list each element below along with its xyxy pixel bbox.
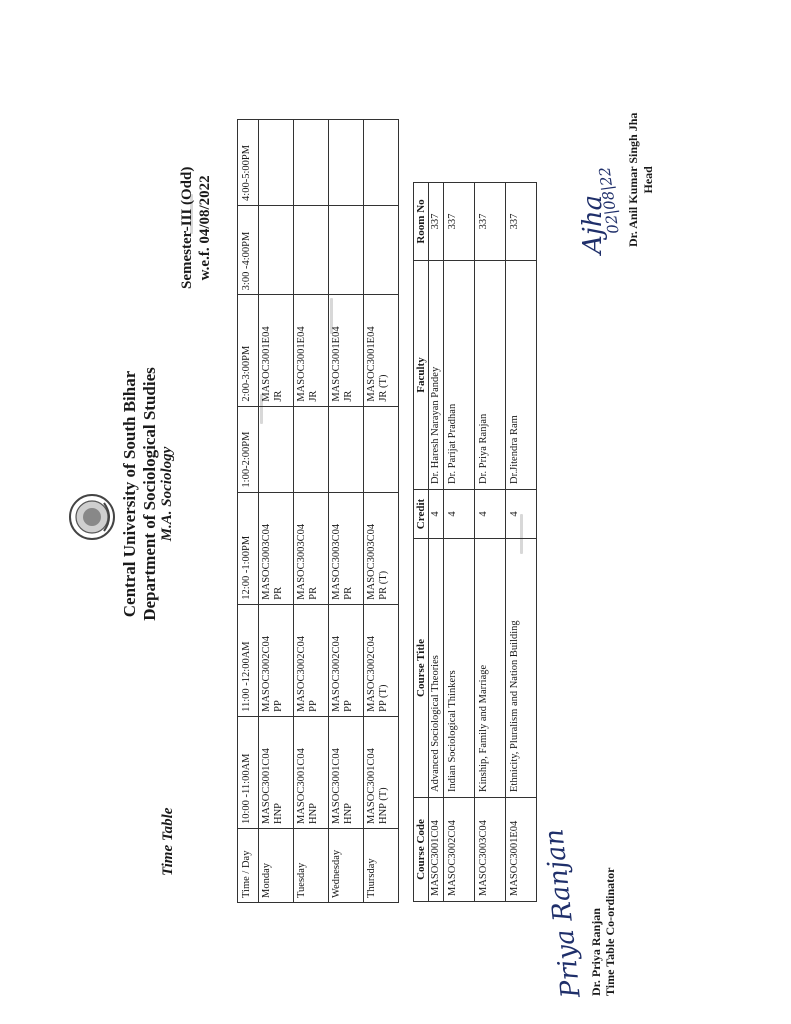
day-cell: Wednesday xyxy=(329,829,364,903)
head-role: Head xyxy=(641,166,655,194)
slot-cell: MASOC3003C04 PR xyxy=(329,492,364,604)
slot-cell: MASOC3001C04 HNP (T) xyxy=(364,716,399,828)
weekly-timetable xyxy=(237,119,399,903)
title-block xyxy=(120,344,176,644)
timetable-header-cell: 3:00 -4:00PM xyxy=(238,205,259,294)
slot-cell: MASOC3002C04 PP (T) xyxy=(364,604,399,716)
timetable-header-cell: 12:00 -1:00PM xyxy=(238,492,259,604)
slot-cell: MASOC3002C04 PP xyxy=(329,604,364,716)
timetable-header-cell: 10:00 -11:00AM xyxy=(238,716,259,828)
slot-cell: MASOC3001E04 JR (T) xyxy=(364,295,399,406)
timetable-row xyxy=(364,120,399,903)
slot-cell xyxy=(294,205,329,294)
timetable-header-row xyxy=(238,120,259,903)
course-header-cell: Room No xyxy=(414,183,429,261)
slot-cell xyxy=(364,120,399,206)
slot-cell: MASOC3001C04 HNP xyxy=(294,716,329,828)
course-faculty: Dr. Parijat Pradhan xyxy=(444,261,475,490)
department-name: Department of Sociological Studies xyxy=(139,367,159,621)
slot-cell xyxy=(329,120,364,206)
course-details-table xyxy=(413,182,537,902)
wef-date: w.e.f. 04/08/2022 xyxy=(197,175,213,281)
slot-cell: MASOC3003C04 PR xyxy=(294,492,329,604)
course-code: MASOC3003C04 xyxy=(475,798,506,902)
semester-info xyxy=(178,167,214,289)
university-name: Central University of South Bihar xyxy=(120,370,139,618)
course-credit: 4 xyxy=(429,490,444,539)
course-header-row xyxy=(414,183,429,902)
course-room: 337 xyxy=(429,183,444,261)
slot-cell: MASOC3003C04 PR xyxy=(259,492,294,604)
slot-cell xyxy=(364,205,399,294)
semester-label: Semester-III (Odd) xyxy=(179,166,195,289)
course-code: MASOC3001C04 xyxy=(429,798,444,902)
slot-cell: MASOC3001C04 HNP xyxy=(259,716,294,828)
head-name: Dr. Anil Kumar Singh Jha xyxy=(626,112,640,247)
course-code: MASOC3001E04 xyxy=(506,798,537,902)
slot-cell xyxy=(259,205,294,294)
program-name: M.A. Sociology xyxy=(159,446,176,542)
university-logo-icon xyxy=(68,493,116,541)
slot-cell xyxy=(259,406,294,492)
timetable-header-cell: 4:00-5:00PM xyxy=(238,120,259,206)
course-header-cell: Course Title xyxy=(414,539,429,798)
timetable-row xyxy=(259,120,294,903)
course-header-cell: Course Code xyxy=(414,798,429,902)
slot-cell: MASOC3001E04 JR xyxy=(294,295,329,406)
course-room: 337 xyxy=(475,183,506,261)
course-room: 337 xyxy=(506,183,537,261)
course-title: Advanced Sociological Theories xyxy=(429,539,444,798)
slot-cell: MASOC3001E04 JR xyxy=(259,295,294,406)
timetable-row xyxy=(294,120,329,903)
day-cell: Monday xyxy=(259,829,294,903)
course-credit: 4 xyxy=(506,490,537,539)
slot-cell xyxy=(294,120,329,206)
time-table-label: Time Table xyxy=(160,807,176,876)
course-faculty: Dr. Haresh Narayan Pandey xyxy=(429,261,444,490)
slot-cell: MASOC3001C04 HNP xyxy=(329,716,364,828)
head-signature-date: 02|08|22 xyxy=(595,165,623,235)
day-cell: Thursday xyxy=(364,829,399,903)
coordinator-block xyxy=(590,868,618,996)
timetable-header-cell: 1:00-2:00PM xyxy=(238,406,259,492)
slot-cell xyxy=(294,406,329,492)
course-title: Indian Sociological Thinkers xyxy=(444,539,475,798)
coordinator-role: Time Table Co-ordinator xyxy=(602,867,617,996)
course-title: Kinship, Family and Marriage xyxy=(475,539,506,798)
timetable-header-cell: Time / Day xyxy=(238,829,259,903)
course-header-cell: Faculty xyxy=(414,261,429,490)
course-row xyxy=(475,183,506,902)
course-row xyxy=(506,183,537,902)
slot-cell: MASOC3002C04 PP xyxy=(259,604,294,716)
slot-cell: MASOC3003C04 PR (T) xyxy=(364,492,399,604)
slot-cell xyxy=(364,406,399,492)
timetable-header-cell: 2:00-3:00PM xyxy=(238,295,259,406)
course-title: Ethnicity, Pluralism and Nation Building xyxy=(506,539,537,798)
course-faculty: Dr.Jitendra Ram xyxy=(506,261,537,490)
head-block xyxy=(626,113,656,247)
course-row xyxy=(444,183,475,902)
course-header-cell: Credit xyxy=(414,490,429,539)
slot-cell xyxy=(329,406,364,492)
head-signature: Ajha xyxy=(578,194,608,254)
slot-cell: MASOC3002C04 PP xyxy=(294,604,329,716)
timetable-header-cell: 11:00 -12:00AM xyxy=(238,604,259,716)
coordinator-signature: Priya Ranjan xyxy=(539,827,587,1000)
course-room: 337 xyxy=(444,183,475,261)
slot-cell: MASOC3001E04 JR xyxy=(329,295,364,406)
slot-cell xyxy=(259,120,294,206)
course-credit: 4 xyxy=(444,490,475,539)
coordinator-name: Dr. Priya Ranjan xyxy=(589,908,603,996)
day-cell: Tuesday xyxy=(294,829,329,903)
course-faculty: Dr. Priya Ranjan xyxy=(475,261,506,490)
course-row xyxy=(429,183,444,902)
slot-cell xyxy=(329,205,364,294)
course-credit: 4 xyxy=(475,490,506,539)
timetable-row xyxy=(329,120,364,903)
course-code: MASOC3002C04 xyxy=(444,798,475,902)
